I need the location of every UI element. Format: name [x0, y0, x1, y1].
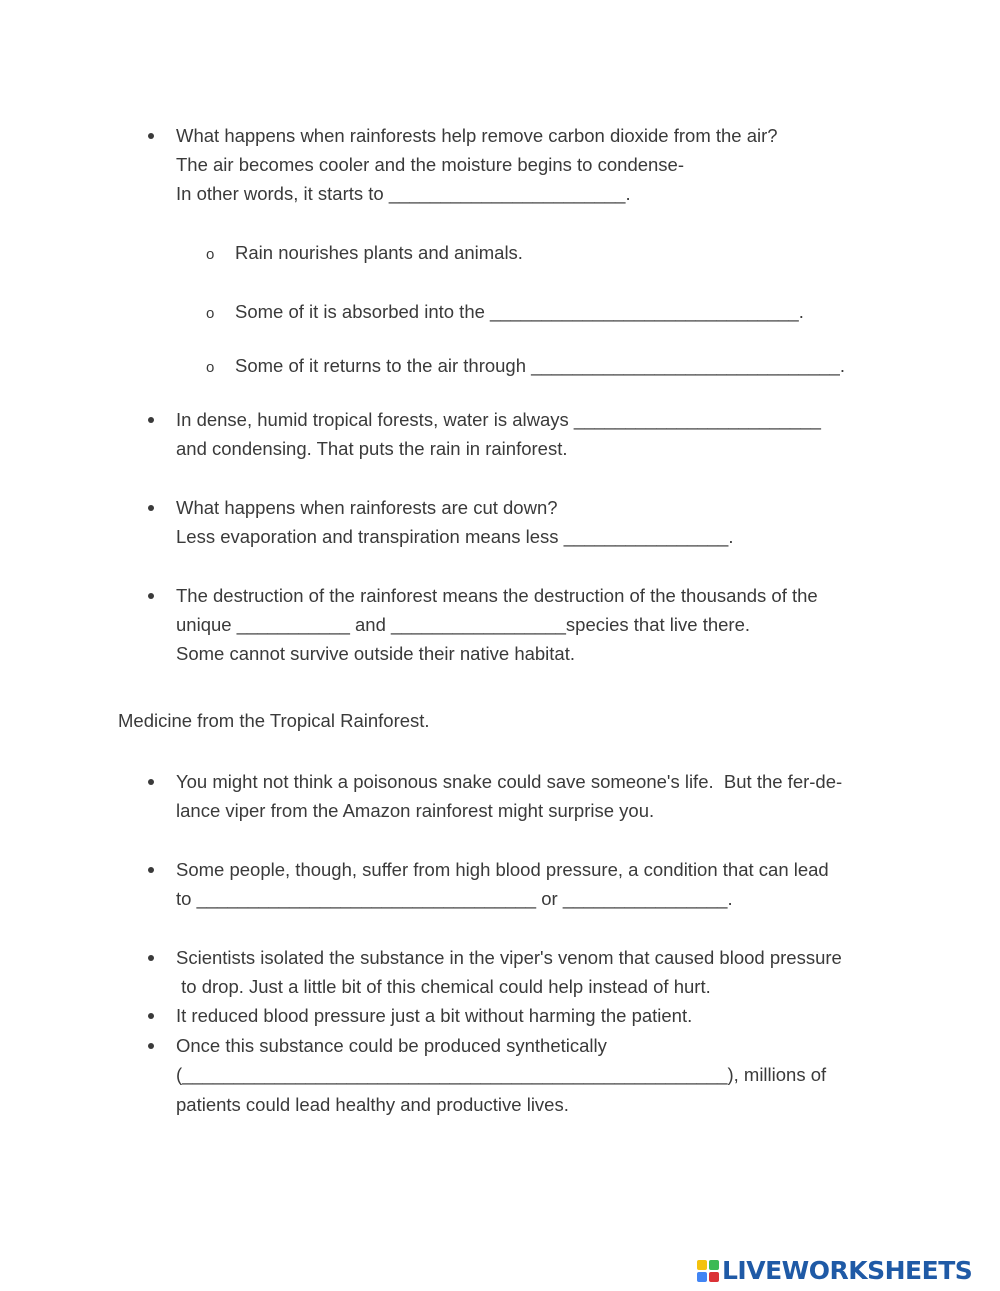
q1-line1: What happens when rainforests help remove carbon dioxide from the air? — [176, 125, 778, 146]
section-heading: Medicine from the Tropical Rainforest. — [118, 710, 430, 731]
bullet-icon — [148, 417, 154, 423]
circle-bullet-icon: o — [206, 305, 215, 322]
circle-bullet-icon: o — [206, 359, 215, 376]
q3-line2[interactable]: Less evaporation and transpiration means less ________________. — [176, 526, 734, 547]
q4-line3: Some cannot survive outside their native habitat. — [176, 643, 576, 664]
bullet-icon — [148, 1043, 154, 1049]
bullet-icon — [148, 955, 154, 961]
q2-line2: and condensing. That puts the rain in rainforest. — [176, 438, 568, 459]
sub-item-1: Rain nourishes plants and animals. — [235, 242, 523, 263]
logo-grid-icon — [697, 1260, 719, 1282]
m1-line2: lance viper from the Amazon rainforest might surprise you. — [176, 800, 655, 821]
sub-item-3[interactable]: Some of it returns to the air through ______________________________. — [235, 355, 845, 376]
bullet-icon — [148, 1013, 154, 1019]
m4-line: It reduced blood pressure just a bit without harming the patient. — [176, 1005, 693, 1026]
liveworksheets-logo — [697, 1257, 972, 1285]
m5-line3: patients could lead healthy and productive lives. — [176, 1094, 569, 1115]
q4-line2[interactable]: unique ___________ and _________________species that live there. — [176, 614, 750, 635]
bullet-icon — [148, 593, 154, 599]
bullet-icon — [148, 867, 154, 873]
bullet-icon — [148, 505, 154, 511]
m5-line2[interactable]: (_____________________________________________________), millions of — [176, 1064, 827, 1085]
q4-line1: The destruction of the rainforest means the destruction of the thousands of the — [176, 585, 818, 606]
q1-line3[interactable]: In other words, it starts to _______________________. — [176, 183, 631, 204]
sub-item-2[interactable]: Some of it is absorbed into the ______________________________. — [235, 301, 804, 322]
bullet-icon — [148, 133, 154, 139]
m2-line2[interactable]: to _________________________________ or ________________. — [176, 888, 733, 909]
m2-line1: Some people, though, suffer from high blood pressure, a condition that can lead — [176, 859, 829, 880]
q3-line1: What happens when rainforests are cut down? — [176, 497, 558, 518]
brand-text: LIVEWORKSHEETS — [722, 1256, 973, 1285]
q1-line2: The air becomes cooler and the moisture begins to condense- — [176, 154, 685, 175]
bullet-icon — [148, 779, 154, 785]
m3-line2: to drop. Just a little bit of this chemical could help instead of hurt. — [176, 976, 711, 997]
circle-bullet-icon: o — [206, 246, 215, 263]
m5-line1: Once this substance could be produced synthetically — [176, 1035, 607, 1056]
m1-line1: You might not think a poisonous snake could save someone's life. But the fer-de- — [176, 771, 843, 792]
q2-line1[interactable]: In dense, humid tropical forests, water is always ________________________ — [176, 409, 821, 430]
m3-line1: Scientists isolated the substance in the viper's venom that caused blood pressure — [176, 947, 842, 968]
